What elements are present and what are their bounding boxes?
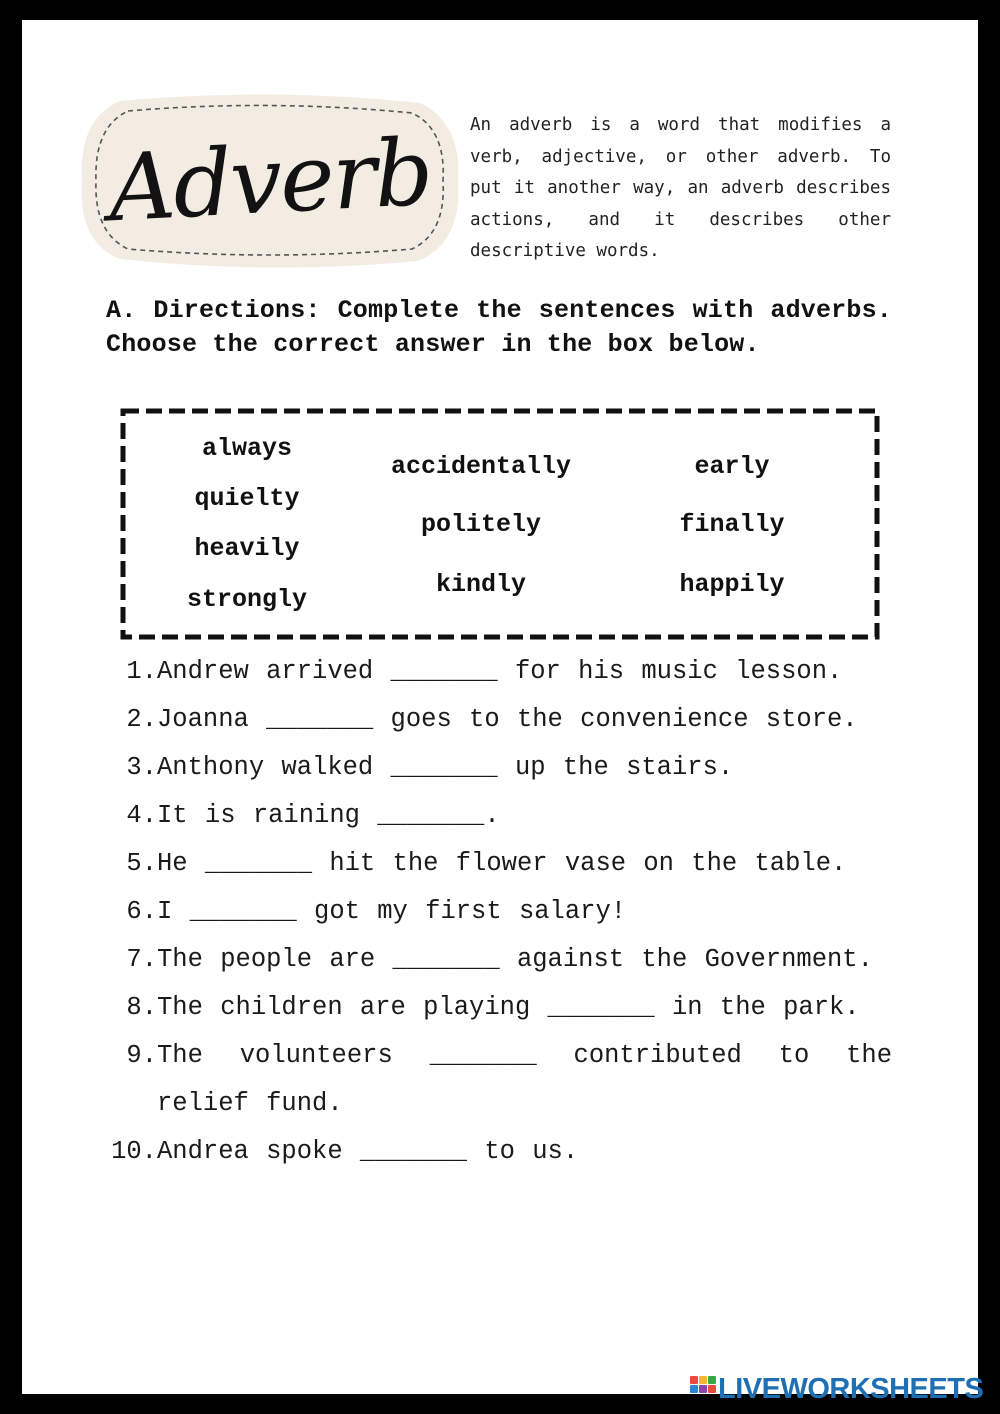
question-item bbox=[104, 936, 892, 984]
question-item bbox=[104, 888, 892, 936]
word-option: always bbox=[201, 434, 293, 463]
question-item bbox=[104, 744, 892, 792]
question-number: 7. bbox=[126, 945, 157, 974]
question-text: Joanna _______ goes to the convenience store. bbox=[157, 705, 858, 734]
word-box bbox=[120, 408, 880, 640]
question-text: Andrew arrived _______ for his music lesson. bbox=[157, 657, 843, 686]
question-item bbox=[104, 648, 892, 696]
word-option: strongly bbox=[186, 585, 308, 614]
question-number: 2. bbox=[126, 705, 157, 734]
question-item bbox=[104, 1032, 892, 1128]
question-text: It is raining _______. bbox=[157, 801, 500, 830]
question-text: The children are playing _______ in the park. bbox=[157, 993, 860, 1022]
question-list bbox=[104, 648, 892, 1176]
question-item bbox=[104, 1128, 892, 1176]
question-text: I _______ got my first salary! bbox=[157, 897, 627, 926]
question-item bbox=[104, 696, 892, 744]
word-option: politely bbox=[420, 510, 542, 539]
question-number: 4. bbox=[126, 801, 157, 830]
question-number: 9. bbox=[126, 1041, 157, 1070]
word-option: finally bbox=[679, 510, 785, 539]
question-number: 8. bbox=[126, 993, 157, 1022]
question-item bbox=[104, 792, 892, 840]
question-text: The people are _______ against the Government. bbox=[157, 945, 873, 974]
question-number: 10. bbox=[111, 1137, 157, 1166]
question-text: He _______ hit the flower vase on the table. bbox=[157, 849, 847, 878]
word-option: early bbox=[694, 452, 770, 481]
question-number: 3. bbox=[126, 753, 157, 782]
word-option: kindly bbox=[435, 570, 527, 599]
liveworksheets-logo[interactable] bbox=[690, 1374, 983, 1404]
question-text: The volunteers _______ contributed to the relief fund. bbox=[157, 1041, 892, 1118]
liveworksheets-icon bbox=[690, 1376, 716, 1402]
question-number: 5. bbox=[126, 849, 157, 878]
word-option: accidentally bbox=[390, 452, 572, 481]
title-badge bbox=[80, 93, 460, 268]
question-text: Andrea spoke _______ to us. bbox=[157, 1137, 579, 1166]
directions-heading: A. Directions: Complete the sentences with adverbs. Choose the correct answer in the box below. bbox=[106, 296, 892, 359]
word-option: happily bbox=[679, 570, 785, 599]
intro-paragraph: An adverb is a word that modifies a verb, adjective, or other adverb. To put it another way, an adverb describes actions, and it describes other descriptive words. bbox=[470, 115, 891, 262]
question-number: 6. bbox=[126, 897, 157, 926]
word-option: quielty bbox=[194, 484, 300, 513]
word-option: heavily bbox=[194, 534, 300, 563]
brand-name: LIVEWORKSHEETS bbox=[718, 1372, 984, 1405]
question-text: Anthony walked _______ up the stairs. bbox=[157, 753, 734, 782]
page-title: Adverb bbox=[106, 118, 434, 243]
question-item bbox=[104, 840, 892, 888]
question-item bbox=[104, 984, 892, 1032]
question-number: 1. bbox=[126, 657, 157, 686]
